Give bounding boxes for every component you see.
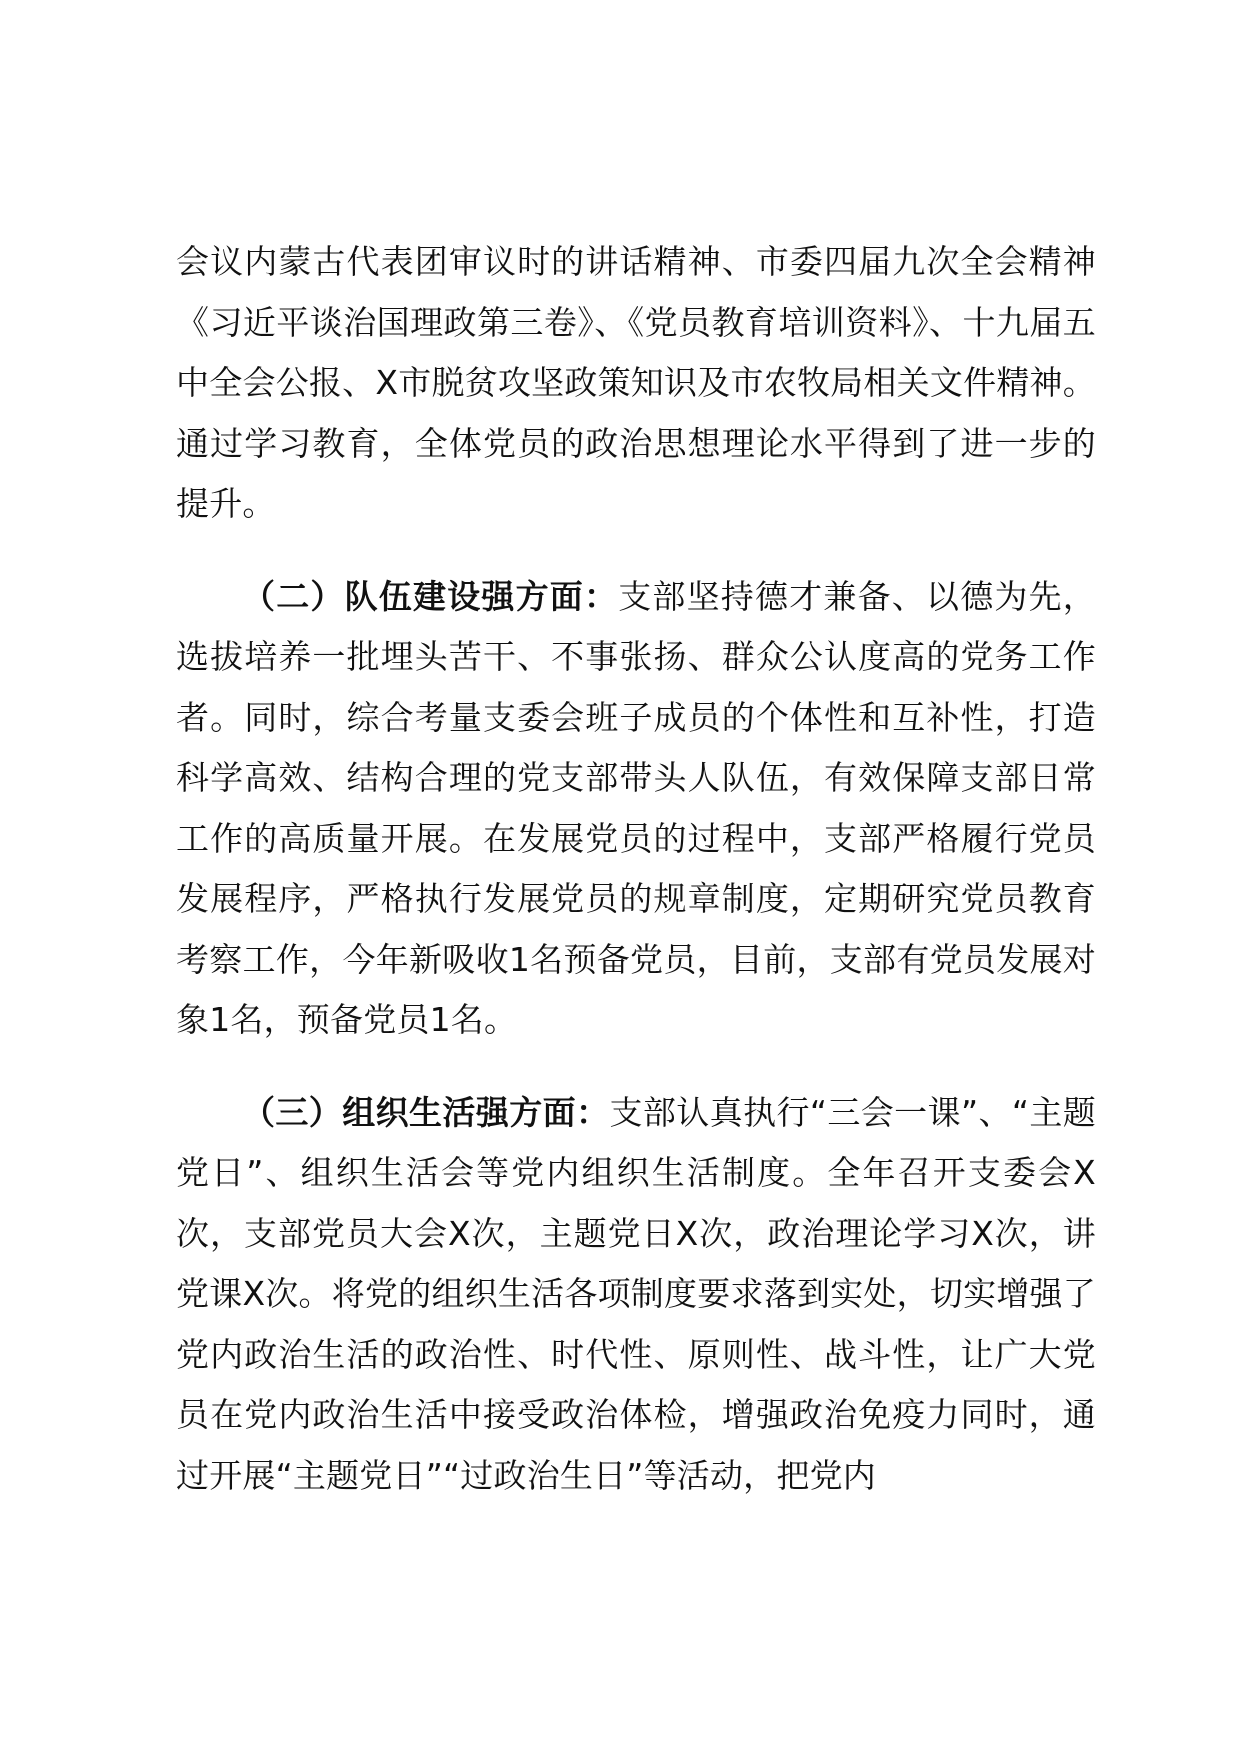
paragraph-study-education — [176, 232, 1096, 535]
paragraph-gap — [176, 1051, 1096, 1083]
paragraph-body: 支部坚持德才兼备、以德为先，选拔培养一批埋头苦干、不事张扬、群众公认度高的党务工作者。同时，综合考量支委会班子成员的个体性和互补性，打造科学高效、结构合理的党支部带头人队伍，有效保障支部日常工作的高质量开展。在发展党员的过程中，支部严格履行党员发展程序，严格执行发展党员的规章制度，定期研究党员教育考察工作，今年新吸收1名预备党员，目前，支部有党员发展对象1名，预备党员1名。 — [176, 576, 1096, 1039]
paragraph-organization-life — [176, 1083, 1096, 1507]
section-heading: （二）队伍建设强方面： — [242, 576, 619, 616]
document-body — [176, 232, 1096, 1506]
section-heading: （三）组织生活强方面： — [242, 1092, 610, 1132]
paragraph-team-building — [176, 567, 1096, 1051]
paragraph-body: 支部认真执行“三会一课”、“主题党日”、组织生活会等党内组织生活制度。全年召开支委会X次，支部党员大会X次，主题党日X次，政治理论学习X次，讲党课X次。将党的组织生活各项制度要求落到实处，切实增强了党内政治生活的政治性、时代性、原则性、战斗性，让广大党员在党内政治生活中接受政治体检，增强政治免疫力同时，通过开展“主题党日”“过政治生日”等活动，把党内 — [176, 1092, 1096, 1495]
paragraph-gap — [176, 535, 1096, 567]
paragraph-body: 会议内蒙古代表团审议时的讲话精神、市委四届九次全会精神《习近平谈治国理政第三卷》、《党员教育培训资料》、十九届五中全会公报、X市脱贫攻坚政策知识及市农牧局相关文件精神。通过学习教育，全体党员的政治思想理论水平得到了进一步的提升。 — [176, 242, 1096, 523]
